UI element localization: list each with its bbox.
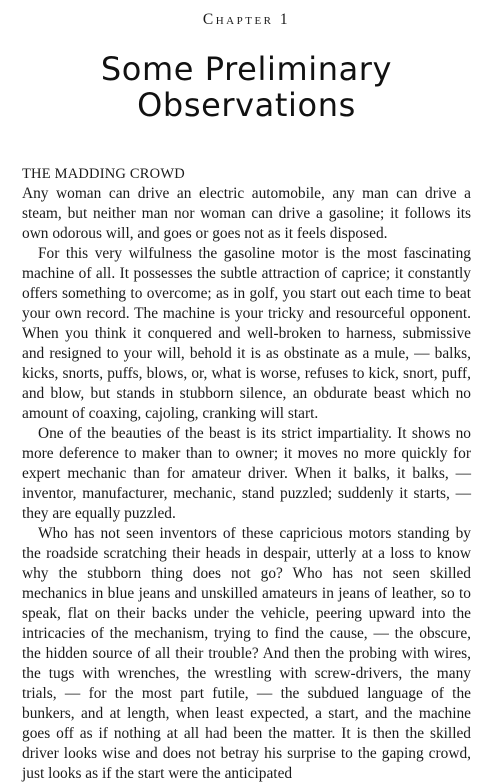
chapter-label: Chapter 1 (202, 11, 291, 28)
paragraph-4: Who has not seen inventors of these capricious motors standing by the roadside scratching their heads in despair, utterly at a loss to know why the stubborn thing does not go? Who has not seen skilled mechanics in blue jeans and unskilled amateurs in jeans of leather, so to speak, flat on their backs under the vehicle, peering upward into the intricacies of the mechanism, trying to find the cause, — the obscure, the hidden source of all their trouble? And then the probing with wires, the tugs with wrenches, the wrestling with screw-drivers, the many trials, — for the most part futile, — the subdued language of the bunkers, and at length, when least expected, a start, and the machine goes off as if nothing at all had been the matter. It is then the skilled driver looks wise and does not betray his surprise to the gaping crowd, just looks as if the start were the anticipated (22, 525, 471, 782)
paragraph-1: Any woman can drive an electric automobile, any man can drive a steam, but neither man nor woman can drive a gasoline; it follows its own odorous will, and goes or goes not as it feels disposed. (22, 185, 471, 242)
paragraph-2: For this very wilfulness the gasoline motor is the most fascinating machine of all. It possesses the subtle attraction of caprice; it constantly offers something to overcome; as in golf, you start out each time to beat your own record. The machine is your tricky and resourceful opponent. When you think it conquered and well-broken to harness, submissive and resigned to your will, behold it is as obstinate as a mule, — balks, kicks, snorts, puffs, blows, or, what is worse, refuses to kick, snort, puff, and blow, but stands in stubborn silence, an obdurate beast which no amount of coaxing, cajoling, cranking will start. (22, 245, 471, 422)
paragraph-3: One of the beauties of the beast is its strict impartiality. It shows no more deference to maker than to owner; it moves no more quickly for expert mechanic than for amateur driver. When it balks, it balks, — inventor, manufacturer, mechanic, stand puzzled; suddenly it starts, — they are equally puzzled. (22, 425, 471, 522)
section-heading: THE MADDING CROWD (22, 166, 185, 182)
chapter-title (22, 51, 471, 123)
chapter-title-line-2: Observations (137, 86, 356, 124)
body-text (22, 184, 471, 784)
chapter-title-line-1: Some Preliminary (100, 50, 393, 88)
